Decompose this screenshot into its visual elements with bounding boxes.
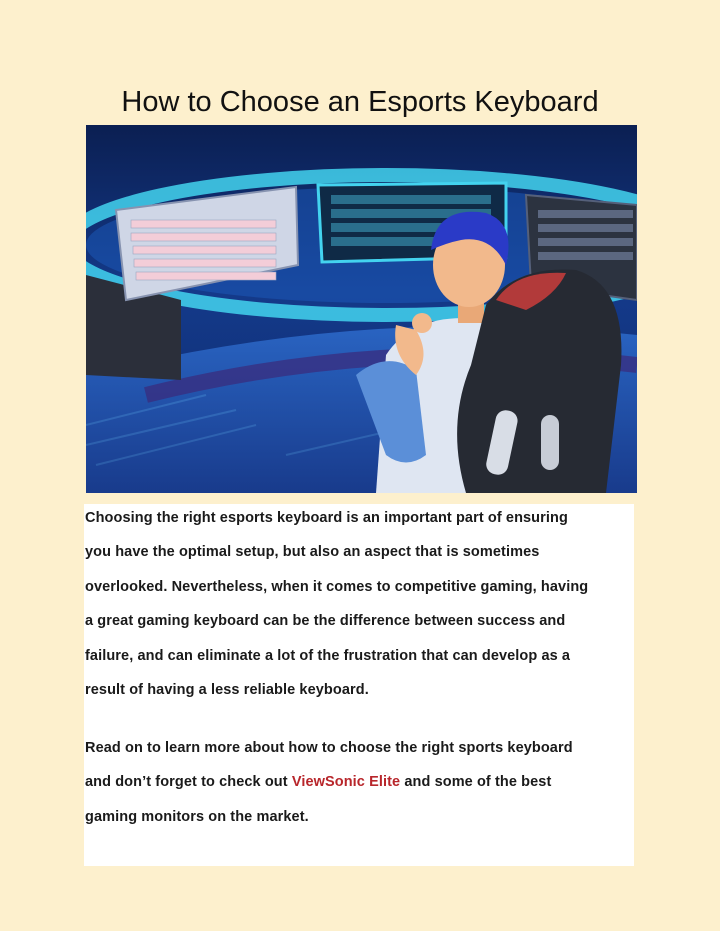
text-line: gaming monitors on the market. xyxy=(85,808,309,825)
text-line: Read on to learn more about how to choose the right sports keyboard xyxy=(85,740,573,756)
text-fragment: and some of the best xyxy=(400,774,552,791)
text-line: a great gaming keyboard can be the difference between success and xyxy=(85,613,566,630)
intro-paragraph xyxy=(84,501,633,707)
article-body xyxy=(84,504,634,866)
cta-paragraph xyxy=(84,731,633,834)
text-line: Choosing the right esports keyboard is an important part of ensuring xyxy=(85,510,568,526)
hero-illustration xyxy=(86,125,637,493)
viewsonic-elite-link[interactable]: ViewSonic Elite xyxy=(291,774,401,791)
text-line: overlooked. Nevertheless, when it comes to competitive gaming, having xyxy=(85,578,589,595)
text-fragment: and don’t forget to check out xyxy=(85,774,292,791)
page-title: How to Choose an Esports Keyboard xyxy=(121,86,599,118)
text-line: failure, and can eliminate a lot of the frustration that can develop as a xyxy=(85,647,571,664)
text-line: you have the optimal setup, but also an aspect that is sometimes xyxy=(85,544,540,561)
text-line: result of having a less reliable keyboard. xyxy=(85,682,369,699)
